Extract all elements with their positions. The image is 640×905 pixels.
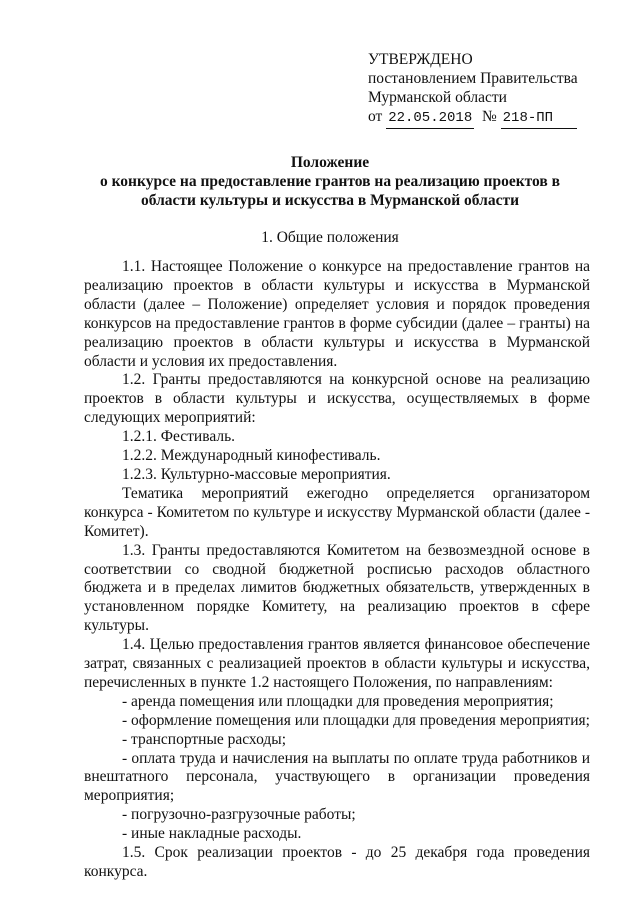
paragraph-theme: Тематика мероприятий ежегодно определяется организатором конкурса - Комитетом по культуре и искусству Мурманской области (далее - Комитет). <box>84 484 590 540</box>
paragraph-1-2-2: 1.2.2. Международный кинофестиваль. <box>122 447 381 465</box>
list-item-decoration: - оформление помещения или площадки для проведения мероприятия; <box>122 711 590 729</box>
list-item-rent: - аренда помещения или площадки для проведения мероприятия; <box>122 692 554 710</box>
document-body <box>84 258 590 882</box>
paragraph-1-5: 1.5. Срок реализации проектов - до 25 декабря года проведения конкурса. <box>84 844 590 880</box>
list-item-overhead: - иные накладные расходы. <box>122 825 302 843</box>
paragraph-1-3: 1.3. Гранты предоставляются Комитетом на безвозмездной основе в соответствии со сводной бюджетной росписью расходов областного бюджета и в пределах лимитов бюджетных обязательств, утвержденных в установленном порядке Комитету, на реализацию проектов в сфере культуры. <box>84 541 590 635</box>
approval-date-line <box>368 107 628 129</box>
approval-stamp <box>368 50 628 129</box>
section-heading: 1. Общие положения <box>261 229 399 246</box>
approval-line-1: постановлением Правительства <box>368 70 578 87</box>
approval-line-2: Мурманской области <box>368 89 507 106</box>
list-item-transport: - транспортные расходы; <box>122 730 287 748</box>
title-line-1: Положение <box>290 154 370 171</box>
paragraph-1-2-3: 1.2.3. Культурно-массовые мероприятия. <box>122 465 391 483</box>
title-line-3: области культуры и искусства в Мурманской области <box>140 192 520 209</box>
document-title <box>60 153 600 210</box>
approval-number: 218-ПП <box>501 109 577 129</box>
paragraph-1-2: 1.2. Гранты предоставляются на конкурсной основе на реализацию проектов в области культуры и искусства, осуществляемых в форме следующих мероприятий: <box>84 371 590 427</box>
list-item-loading: - погрузочно-разгрузочные работы; <box>122 806 356 824</box>
paragraph-1-4: 1.4. Целью предоставления грантов является финансовое обеспечение затрат, связанных с реализацией проектов в области культуры и искусства, перечисленных в пункте 1.2 настоящего Положения, по направлениям: <box>84 636 590 691</box>
paragraph-1-2-1: 1.2.1. Фестиваль. <box>122 428 236 446</box>
list-item-wages: - оплата труда и начисления на выплаты по оплате труда работников и внештатного персонала, участвующего в организации проведения мероприятия; <box>84 749 590 805</box>
title-line-2: о конкурсе на предоставление грантов на реализацию проектов в <box>99 173 561 190</box>
approval-date: 22.05.2018 <box>386 109 474 129</box>
date-prefix: от <box>368 108 383 125</box>
paragraph-1-1: 1.1. Настоящее Положение о конкурсе на предоставление грантов на реализацию проектов в области культуры и искусства в Мурманской области (далее – Положение) определяет условия и порядок проведения конкурсов на предоставление грантов в форме субсидии (далее – гранты) на реализацию проектов в области культуры и искусства в Мурманской области и условия их предоставления. <box>84 258 590 370</box>
number-sign: № <box>481 108 497 125</box>
approval-heading: УТВЕРЖДЕНО <box>368 51 473 68</box>
